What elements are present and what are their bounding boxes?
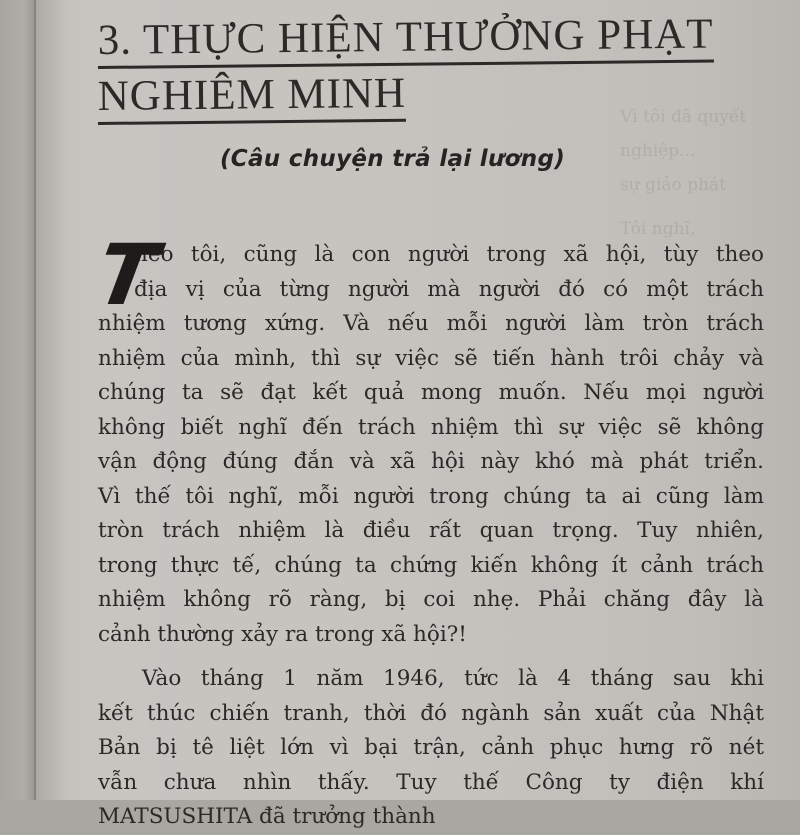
paragraph-2 — [98, 662, 764, 835]
text-line: nhiệm của mình, thì sự việc sẽ tiến hành trôi chảy và — [98, 345, 764, 371]
body-text — [89, 226, 764, 835]
text-line: địa vị của từng người mà người đó có một trách — [134, 276, 764, 302]
text-line: nhiệm không rõ ràng, bị coi nhẹ. Phải chăng đây là — [98, 587, 764, 612]
chapter-subtitle: (Câu chuyện trả lại lương) — [220, 146, 566, 172]
text-line: trong thực tế, chúng ta chứng kiến không ít cảnh trách — [98, 552, 764, 578]
chapter-title-line-1 — [97, 10, 714, 69]
text-line: heo tôi, cũng là con người trong xã hội, tùy theo — [134, 242, 764, 267]
text-line: không biết nghĩ đến trách nhiệm thì sự việc sẽ không — [98, 414, 764, 440]
ghost-line: sự giảo phát — [620, 175, 726, 195]
drop-cap: T — [89, 226, 164, 324]
text-line: vận động đúng đắn và xã hội này khó mà phát triển. — [98, 449, 764, 474]
text-line: tròn trách nhiệm là điều rất quan trọng. Tuy nhiên, — [98, 518, 764, 543]
text-line: kết thúc chiến tranh, thời đó ngành sản xuất của Nhật — [98, 700, 764, 726]
chapter-title-text-2: NGHIÊM MINH — [97, 69, 406, 125]
page-curl-shadow — [36, 0, 66, 800]
chapter-title — [97, 10, 714, 125]
text-line: Bản bị tê liệt lớn vì bại trận, cảnh phục hưng rõ nét — [98, 735, 764, 760]
text-line: MATSUSHITA đã trưởng thành — [98, 804, 436, 829]
ghost-line: nghiệp... — [620, 141, 696, 161]
text-line: Vào tháng 1 năm 1946, tức là 4 tháng sau khi — [142, 666, 764, 691]
ghost-line: Vì tôi đã quyết — [620, 107, 747, 127]
paragraph-1 — [89, 226, 764, 652]
chapter-title-text-1: 3. THỰC HIỆN THƯỞNG PHẠT — [97, 10, 713, 69]
text-line: Vì thế tôi nghĩ, mỗi người trong chúng ta ai cũng làm — [98, 483, 764, 509]
text-line: nhiệm tương xứng. Và nếu mỗi người làm tròn trách — [98, 311, 764, 336]
text-line: vẫn chưa nhìn thấy. Tuy thế Công ty điện khí — [98, 769, 764, 795]
ghost-line: Tôi nghĩ, — [620, 219, 696, 239]
chapter-title-line-2 — [97, 69, 714, 125]
adjacent-page-edge — [0, 0, 34, 800]
text-line: chúng ta sẽ đạt kết quả mong muốn. Nếu mọi người — [98, 380, 764, 405]
text-line: cảnh thường xảy ra trong xã hội?! — [98, 621, 467, 647]
